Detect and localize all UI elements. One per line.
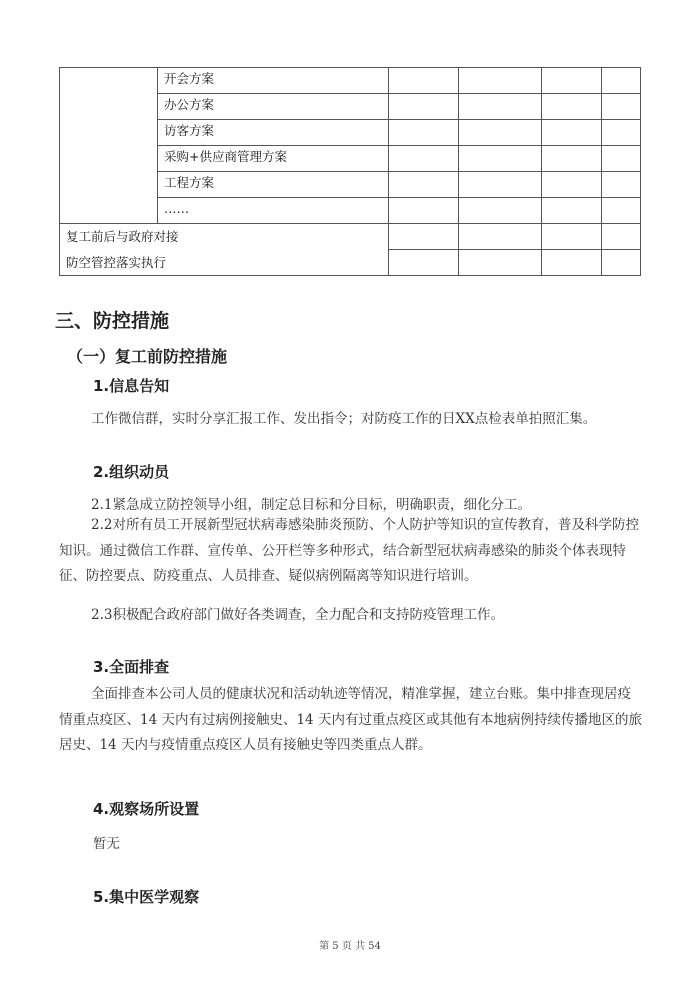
table-cell bbox=[459, 250, 542, 276]
item-title-2: 2.组织动员 bbox=[93, 463, 170, 481]
table-cell-plan: 办公方案 bbox=[158, 94, 389, 120]
table-cell bbox=[459, 172, 542, 198]
table-cell bbox=[389, 120, 459, 146]
table-cell bbox=[542, 172, 602, 198]
table-cell bbox=[389, 94, 459, 120]
table-cell bbox=[389, 146, 459, 172]
merged-category-cell bbox=[60, 68, 158, 224]
section-heading: 三、防控措施 bbox=[55, 310, 170, 332]
table-cell bbox=[542, 250, 602, 276]
table-cell bbox=[542, 94, 602, 120]
table-cell bbox=[389, 198, 459, 224]
item-paragraph-2-3: 2.3积极配合政府部门做好各类调查，全力配合和支持防疫管理工作。 bbox=[91, 607, 504, 623]
merged-bottom-cell bbox=[60, 224, 389, 276]
table-cell bbox=[602, 146, 641, 172]
table-cell bbox=[459, 94, 542, 120]
table-cell bbox=[602, 172, 641, 198]
table-cell-plan: 访客方案 bbox=[158, 120, 389, 146]
item-paragraph-2-1: 2.1紧急成立防控领导小组，制定总目标和分目标，明确职责，细化分工。 bbox=[91, 497, 531, 513]
table-cell bbox=[389, 172, 459, 198]
table-cell bbox=[602, 68, 641, 94]
page-footer: 第 5 页 共 54 bbox=[319, 941, 381, 952]
item-paragraph-4: 暂无 bbox=[93, 836, 120, 852]
item-paragraph-1: 工作微信群，实时分享汇报工作、发出指令；对防疫工作的日XX点检表单拍照汇集。 bbox=[91, 411, 597, 427]
plan-table bbox=[59, 67, 641, 276]
table-cell bbox=[602, 224, 641, 250]
table-cell bbox=[602, 198, 641, 224]
table-row bbox=[60, 68, 641, 94]
table-cell bbox=[542, 68, 602, 94]
table-cell bbox=[389, 250, 459, 276]
table-cell-plan: 工程方案 bbox=[158, 172, 389, 198]
item-title-4: 4.观察场所设置 bbox=[93, 800, 200, 818]
item-title-1: 1.信息告知 bbox=[93, 377, 170, 395]
table-cell-control: 防空管控落实执行 bbox=[66, 254, 167, 270]
table-cell bbox=[459, 68, 542, 94]
item-title-5: 5.集中医学观察 bbox=[93, 888, 200, 906]
item-paragraph-2-2: 2.2对所有员工开展新型冠状病毒感染肺炎预防、个人防护等知识的宣传教育，普及科学防控知识。通过微信工作群、宣传单、公开栏等多种形式，结合新型冠状病毒感染的肺炎个体表现特征、防控要点、防疫重点、人员排查、疑似病例隔离等知识进行培训。 bbox=[59, 517, 639, 584]
table-cell bbox=[602, 250, 641, 276]
table-cell-plan: 采购+供应商管理方案 bbox=[158, 146, 389, 172]
table-cell-plan: …… bbox=[158, 198, 389, 224]
table-cell bbox=[389, 68, 459, 94]
table-cell bbox=[459, 224, 542, 250]
subsection-heading: （一）复工前防控措施 bbox=[67, 347, 228, 366]
table-cell bbox=[542, 146, 602, 172]
table-cell bbox=[389, 224, 459, 250]
item-title-3: 3.全面排查 bbox=[93, 658, 170, 676]
table-cell bbox=[602, 120, 641, 146]
item-paragraph-3: 全面排查本公司人员的健康状况和活动轨迹等情况，精准掌握，建立台账。集中排查现居疫情重点疫区、14 天内有过病例接触史、14 天内有过重点疫区或其他有本地病例持续传播地区的旅居史、14 天内与疫情重点疫区人员有接触史等四类重点人群。 bbox=[59, 686, 642, 753]
table-cell bbox=[459, 146, 542, 172]
table-cell bbox=[542, 120, 602, 146]
table-cell bbox=[542, 224, 602, 250]
table-cell bbox=[459, 120, 542, 146]
table-row bbox=[60, 224, 641, 250]
table-cell-gov: 复工前后与政府对接 bbox=[66, 229, 179, 244]
table-cell-plan: 开会方案 bbox=[158, 68, 389, 94]
table-cell bbox=[542, 198, 602, 224]
table-cell bbox=[602, 94, 641, 120]
table-cell bbox=[459, 198, 542, 224]
